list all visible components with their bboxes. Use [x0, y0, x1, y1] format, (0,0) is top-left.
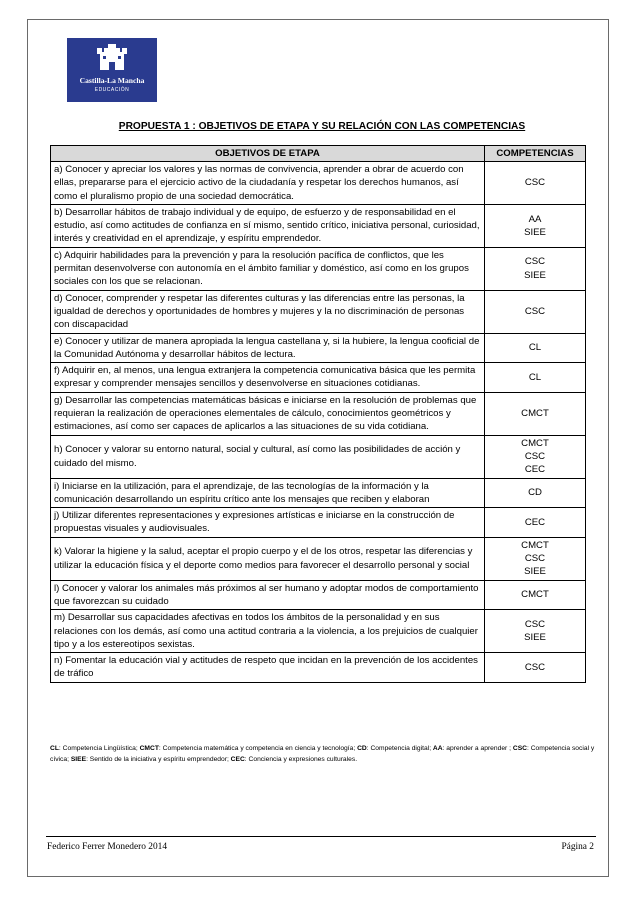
- table-row: [51, 653, 586, 683]
- competency-code: CSC: [524, 618, 546, 630]
- competency-code: CSC: [524, 305, 546, 317]
- objective-cell: l) Conocer y valorar los animales más próximos al ser humano y adoptar modos de comportamiento que favorezcan su cuidado: [51, 580, 485, 610]
- competency-code: CL: [528, 371, 542, 383]
- legend-text: Competencia matemática y competencia en ciencia y tecnología;: [162, 745, 356, 752]
- legend-text: Competencia digital;: [370, 745, 432, 752]
- table-row: [51, 290, 586, 333]
- legend-code: CL: [50, 745, 59, 752]
- objective-cell: g) Desarrollar las competencias matemáticas básicas e iniciarse en la resolución de problemas que requieran la realización de operaciones elementales de cálculo, conocimientos geométricos y estimaciones, así como ser capaces de aplicarlos a las situaciones de su vida cotidiana.: [51, 392, 485, 435]
- competencias-cell: [485, 204, 586, 247]
- table-row: [51, 508, 586, 538]
- objective-cell: b) Desarrollar hábitos de trabajo individual y de equipo, de esfuerzo y de responsabilidad en el estudio, así como actitudes de confianza en sí mismo, sentido crítico, iniciativa personal, curiosidad, interés y creatividad en el aprendizaje, y espíritu emprendedor.: [51, 204, 485, 247]
- competency-code: CMCT: [521, 408, 549, 420]
- table-row: [51, 435, 586, 478]
- competency-code: SIEE: [524, 226, 546, 238]
- objective-cell: e) Conocer y utilizar de manera apropiada la lengua castellana y, si la hubiere, la lengua cooficial de la Comunidad Autónoma y desarrollar hábitos de lectura.: [51, 333, 485, 363]
- competencias-cell: [485, 653, 586, 683]
- table-body: [51, 162, 586, 683]
- competency-code: SIEE: [524, 269, 546, 281]
- table-row: [51, 333, 586, 363]
- column-header-objetivos: OBJETIVOS DE ETAPA: [51, 146, 485, 162]
- objective-cell: a) Conocer y apreciar los valores y las normas de convivencia, aprender a obrar de acuerdo con ellas, prepararse para el ejercicio activo de la ciudadanía y respetar los derechos humanos, así como el pluralismo propio de una sociedad democrática.: [51, 162, 485, 205]
- legend-text: Competencia Lingüística;: [62, 745, 138, 752]
- objective-cell: c) Adquirir habilidades para la prevención y para la resolución pacífica de conflictos, que les permitan desenvolverse con autonomía en el ámbito familiar y doméstico, así como en los grupos sociales con los que se relacionan.: [51, 247, 485, 290]
- legend-text: Sentido de la iniciativa y espíritu emprendedor;: [89, 756, 229, 763]
- objective-cell: f) Adquirir en, al menos, una lengua extranjera la competencia comunicativa básica que les permita expresar y comprender mensajes sencillos y desenvolverse en situaciones cotidianas.: [51, 363, 485, 393]
- footer-divider: [46, 836, 596, 837]
- competencias-cell: [485, 508, 586, 538]
- competency-code: CEC: [524, 516, 546, 528]
- competencias-cell: [485, 290, 586, 333]
- objectives-table: [50, 145, 586, 683]
- footer-page-number: Página 2: [561, 842, 594, 852]
- table-row: [51, 162, 586, 205]
- objective-cell: d) Conocer, comprender y respetar las diferentes culturas y las diferencias entre las personas, la igualdad de derechos y oportunidades de hombres y mujeres y la no discriminación de personas con discapacidad: [51, 290, 485, 333]
- competency-code: SIEE: [524, 566, 546, 578]
- competencias-cell: [485, 247, 586, 290]
- legend-code: SIEE: [70, 756, 87, 763]
- competency-code: CMCT: [521, 539, 549, 551]
- objective-cell: n) Fomentar la educación vial y actitudes de respeto que incidan en la prevención de los accidentes de tráfico: [51, 653, 485, 683]
- competency-code: CSC: [524, 450, 546, 462]
- competencias-cell: [485, 435, 586, 478]
- legend-text: Conciencia y expresiones culturales.: [248, 756, 358, 763]
- competency-code: CEC: [524, 464, 546, 476]
- competencias-cell: [485, 478, 586, 508]
- logo-subtitle: EDUCACIÓN: [94, 87, 130, 93]
- table-row: [51, 478, 586, 508]
- competencies-legend: CL: Competencia Lingüística; CMCT: Competencia matemática y competencia en ciencia y tecnología; CD: Competencia digital; AA: aprender a aprender ; CSC: Competencia social y cívica; SIEE: Sentido de la iniciativa y espíritu emprendedor; CEC: Conciencia y expresiones culturales.: [50, 745, 595, 763]
- objective-cell: j) Utilizar diferentes representaciones y expresiones artísticas e iniciarse en la construcción de propuestas visuales y audiovisuales.: [51, 508, 485, 538]
- competency-code: CSC: [524, 256, 546, 268]
- table-row: [51, 537, 586, 580]
- competency-code: AA: [528, 213, 542, 225]
- competency-code: CD: [528, 487, 542, 499]
- document-title: PROPUESTA 1 : OBJETIVOS DE ETAPA Y SU RELACIÓN CON LAS COMPETENCIAS: [118, 121, 526, 132]
- objective-cell: i) Iniciarse en la utilización, para el aprendizaje, de las tecnologías de la información y la comunicación desarrollando un espíritu crítico ante los mensajes que reciben y elaboran: [51, 478, 485, 508]
- table-row: [51, 610, 586, 653]
- competencias-cell: [485, 610, 586, 653]
- competency-code: CSC: [524, 177, 546, 189]
- table-row: [51, 363, 586, 393]
- competencias-cell: [485, 333, 586, 363]
- legend-code: CD: [357, 745, 367, 752]
- competency-code: SIEE: [524, 632, 546, 644]
- logo: [67, 38, 157, 102]
- footer-author: Federico Ferrer Monedero 2014: [47, 842, 168, 852]
- legend-code: AA: [432, 745, 443, 752]
- table-row: [51, 247, 586, 290]
- competencias-cell: [485, 537, 586, 580]
- table-row: [51, 204, 586, 247]
- legend-text: aprender a aprender ;: [446, 745, 511, 752]
- legend-text: Competencia social y cívica;: [50, 745, 595, 763]
- competencias-cell: [485, 363, 586, 393]
- competency-code: CMCT: [521, 589, 549, 601]
- competencias-cell: [485, 392, 586, 435]
- legend-code: CMCT: [139, 745, 159, 752]
- objective-cell: h) Conocer y valorar su entorno natural, social y cultural, así como las posibilidades de acción y cuidado del mismo.: [51, 435, 485, 478]
- table-header-row: [51, 146, 586, 162]
- objective-cell: k) Valorar la higiene y la salud, aceptar el propio cuerpo y el de los otros, respetar las diferencias y utilizar la educación física y el deporte como medios para favorecer el desarrollo personal y social: [51, 537, 485, 580]
- competency-code: CMCT: [521, 437, 549, 449]
- legend-code: CEC: [230, 756, 245, 763]
- column-header-competencias: COMPETENCIAS: [485, 146, 586, 162]
- competencias-cell: [485, 162, 586, 205]
- competency-code: CSC: [524, 553, 546, 565]
- competencias-cell: [485, 580, 586, 610]
- competency-code: CSC: [524, 661, 546, 673]
- objective-cell: m) Desarrollar sus capacidades afectivas en todos los ámbitos de la personalidad y en sus relaciones con los demás, así como una actitud contraria a la violencia, a los prejuicios de cualquier tipo y a los estereotipos sexistas.: [51, 610, 485, 653]
- logo-name: Castilla-La Mancha: [79, 76, 145, 85]
- table-row: [51, 580, 586, 610]
- competency-code: CL: [528, 342, 542, 354]
- legend-code: CSC: [512, 745, 527, 752]
- table-row: [51, 392, 586, 435]
